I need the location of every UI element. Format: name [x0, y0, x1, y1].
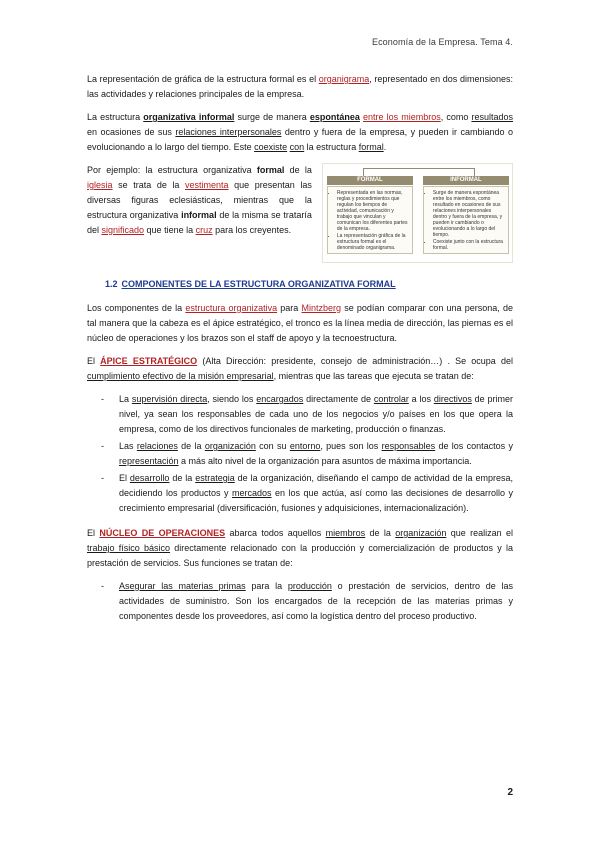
- paragraph-apex: [87, 354, 513, 384]
- list-item: [87, 579, 513, 624]
- formal-informal-figure: [322, 163, 513, 263]
- term-organizacion: organización: [395, 528, 447, 538]
- term-organigrama: organigrama: [318, 74, 370, 84]
- paragraph-example: [87, 163, 312, 238]
- text: , mientras que las tareas que ejecuta se tratan de:: [273, 371, 474, 381]
- term: entorno: [289, 441, 321, 451]
- term: mercados: [232, 488, 272, 498]
- term-relaciones-interpersonales: relaciones interpersonales: [175, 127, 282, 137]
- text: que tiene la: [144, 225, 196, 235]
- text: dentro y fuera de la empresa, y pueden ir cambiando o evolucionando a lo largo del tiempo. Este: [87, 127, 513, 152]
- term-informal-bold: informal: [181, 210, 217, 220]
- text: a los: [408, 394, 434, 404]
- text: para los creyentes.: [212, 225, 292, 235]
- text: o prestación de servicios, dentro de las actividades de suministro. Son los encargados de la recepción de las materias primas y componentes desde los proveedores, así como la logística dentro del proceso productivo.: [119, 581, 513, 621]
- text: El: [119, 473, 130, 483]
- paragraph-organigrama: [87, 72, 513, 102]
- list-item: [87, 471, 513, 516]
- text: para: [277, 303, 302, 313]
- text: de la misma se trataría del: [87, 210, 312, 235]
- figure-formal-item: • Representada en las normas, reglas y procedimientos que regulan los tiempos de actividad, comunicación y trabajo que vinculan y comunican los diferentes partes de la empresa.: [337, 190, 409, 232]
- text: , siendo los: [207, 394, 257, 404]
- term-coexiste: coexiste: [254, 142, 288, 152]
- term-iglesia: iglesia: [87, 180, 113, 190]
- text: Los componentes de la: [87, 303, 186, 313]
- text: en los que actúa, así como las decisiones de desarrollo y crecimiento empresarial (diversificación, fusiones y adquisiciones, internacionalización).: [119, 488, 513, 513]
- paragraph-mintzberg: [87, 301, 513, 346]
- text: de la: [177, 441, 205, 451]
- text: con su: [255, 441, 290, 451]
- section-number: 1.2: [105, 279, 118, 289]
- term-significado: significado: [101, 225, 145, 235]
- term: directivos: [433, 394, 472, 404]
- text: La representación de gráfica de la estructura formal es el: [87, 74, 319, 84]
- figure-informal-item: • Coexiste junto con la estructura formal.: [433, 239, 505, 251]
- apex-task-list: [87, 392, 513, 516]
- text: El: [87, 356, 101, 366]
- text: de la organización, diseñando el campo de actividad de la empresa, decidiendo los productos y: [119, 473, 513, 498]
- term-organizativa-informal: organizativa informal: [143, 112, 235, 122]
- section-heading: [105, 277, 513, 292]
- paragraph-nucleus: [87, 526, 513, 571]
- term: encargados: [256, 394, 304, 404]
- text: directamente relacionado con la producción y comercialización de productos y la prestación de servicios. Sus funciones se tratan de:: [87, 543, 513, 568]
- term: estrategia: [195, 473, 235, 483]
- text: .: [383, 142, 387, 152]
- page-number: 2: [507, 787, 513, 798]
- text: la estructura: [304, 142, 359, 152]
- nucleus-task-list: [87, 579, 513, 624]
- term: organización: [204, 441, 256, 451]
- text: , representado en dos dimensiones: las actividades y relaciones principales de la empresa.: [87, 74, 513, 99]
- text: Las: [119, 441, 137, 451]
- figure-connector: [363, 168, 475, 176]
- text: que presentan las diversas figuras eclesiásticas, mientras que la estructura organizativa: [87, 180, 312, 220]
- term-nucleo-operaciones: NÚCLEO DE OPERACIONES: [99, 528, 226, 538]
- text: que realizan el: [446, 528, 513, 538]
- example-block: [87, 163, 513, 263]
- figure-formal-title: FORMAL: [327, 176, 413, 185]
- figure-formal-item: • La representación gráfica de la estructura formal es el denominado organigrama.: [337, 233, 409, 251]
- text: El: [87, 528, 100, 538]
- text: surge de manera: [234, 112, 310, 122]
- term: supervisión directa: [131, 394, 208, 404]
- figure-formal-box: [327, 186, 413, 254]
- page-content: [87, 72, 513, 634]
- text: , pues son los: [320, 441, 382, 451]
- term-cruz: cruz: [195, 225, 213, 235]
- term: controlar: [373, 394, 409, 404]
- paragraph-informal: [87, 110, 513, 155]
- text: se podían comparar con una persona, de tal manera que la cabeza es el ápice estratégico, el tronco es la línea media de dirección, las piernas es el núcleo de operaciones y los brazos son el staff de apoyo y la tecnoestructura.: [87, 303, 513, 343]
- term-resultados: resultados: [471, 112, 513, 122]
- term-formal: formal: [358, 142, 384, 152]
- running-header: Economía de la Empresa. Tema 4.: [371, 37, 513, 47]
- term-formal-bold: formal: [256, 165, 285, 175]
- section-title: COMPONENTES DE LA ESTRUCTURA ORGANIZATIVA FORMAL: [121, 279, 396, 289]
- term: relaciones: [136, 441, 178, 451]
- term-vestimenta: vestimenta: [185, 180, 229, 190]
- term: representación: [119, 456, 179, 466]
- text: de primer nivel, ya sean los responsables de cada uno de los negocios y/o países en los que opera la empresa, como de los directivos funcionales de marketing, producción o finanzas.: [119, 394, 514, 434]
- text: en ocasiones de sus: [87, 127, 176, 137]
- text: de la: [284, 165, 312, 175]
- term-miembros: miembros: [325, 528, 366, 538]
- text: para la: [245, 581, 288, 591]
- term: desarrollo: [129, 473, 170, 483]
- figure-informal-box: [423, 186, 509, 254]
- text: La: [119, 394, 132, 404]
- term-cumplimiento-mision: cumplimiento efectivo de la misión empresarial: [87, 371, 274, 381]
- text: a más alto nivel de la organización para asuntos de máxima importancia.: [178, 456, 472, 466]
- figure-informal-title: INFORMAL: [423, 176, 509, 185]
- term-entre-los-miembros: entre los miembros: [362, 112, 441, 122]
- text: Por ejemplo: la estructura organizativa: [87, 165, 257, 175]
- text: de los contactos y: [435, 441, 513, 451]
- term-mintzberg: Mintzberg: [301, 303, 342, 313]
- text: directamente de: [303, 394, 374, 404]
- term-apice-estrategico: ÁPICE ESTRATÉGICO: [100, 356, 198, 366]
- term-trabajo-fisico-basico: trabajo físico básico: [87, 543, 171, 553]
- term-estructura-organizativa: estructura organizativa: [185, 303, 278, 313]
- text: , como: [440, 112, 472, 122]
- text: (Alta Dirección: presidente, consejo de administración…) . Se ocupa del: [197, 356, 513, 366]
- list-item: [87, 439, 513, 469]
- text: se trata de la: [112, 180, 186, 190]
- term-espontanea: espontánea: [309, 112, 360, 122]
- text: La estructura: [87, 112, 144, 122]
- text: de la: [169, 473, 196, 483]
- list-item: [87, 392, 513, 437]
- text: abarca todos aquellos: [225, 528, 326, 538]
- term: Asegurar las materias primas: [119, 581, 246, 591]
- term: responsables: [381, 441, 436, 451]
- term-con: con: [289, 142, 305, 152]
- term: producción: [287, 581, 332, 591]
- text: de la: [365, 528, 396, 538]
- figure-informal-item: • Surge de manera espontánea entre los miembros, como resultado en ocasiones de sus relaciones interpersonales dentro y fuera de la empresa, y pueden ir cambiando o evolucionando a lo largo del tiempo.: [433, 190, 505, 238]
